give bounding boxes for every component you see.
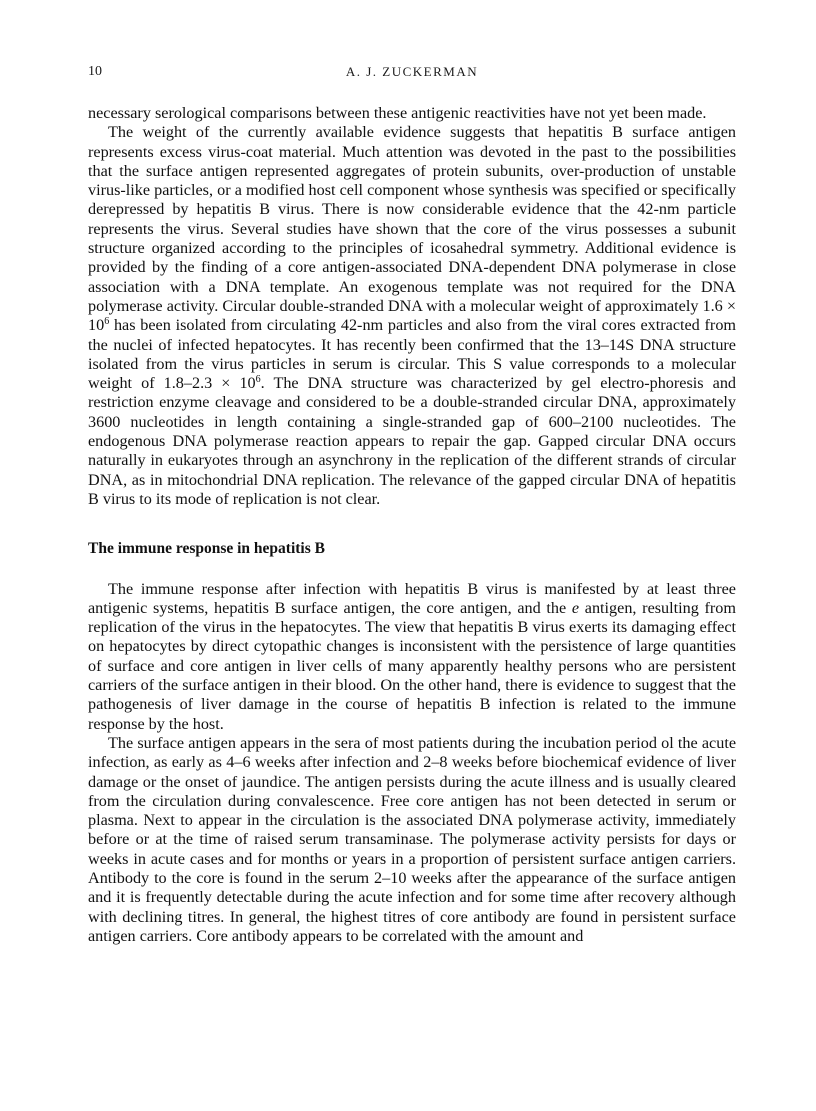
paragraph-text: antigen, resulting from replication of the virus in the hepatocytes. The view that hepatitis B virus exerts its damaging effect on hepatocytes by direct cytopathic changes is inconsistent with the persistence of large quantities of surface and core antigen in liver cells of many apparently healthy persons who are persistent carriers of the surface antigen in their blood. On the other hand, there is evidence to suggest that the pathogenesis of liver damage in the course of hepatitis B infection is related to the immune response by the host. (88, 598, 736, 733)
paragraph-text: has been isolated from circulating 42-nm particles and also from the viral cores extracted from the nuclei of infected hepatocytes. It has recently been confirmed that the 13–14S DNA structure isolated from the virus particles in serum is circular. This S value corresponds to a molecular weight of 1.8–2.3 × 10 (88, 316, 736, 393)
paragraph-surface-antigen: The surface antigen appears in the sera of most patients during the incubation period ol the acute infection, as early as 4–6 weeks after infection and 2–8 weeks before biochemicaf evidence of liver damage or the onset of jaundice. The antigen persists during the acute illness and is usually cleared from the circulation during convalescence. Free core antigen has not been detected in serum or plasma. Next to appear in the circulation is the associated DNA polymerase activity, immediately before or at the time of raised serum transaminase. The polymerase activity persists for days or weeks in acute cases and for months or years in a proportion of persistent surface antigen carriers. Antibody to the core is found in the serum 2–10 weeks after the appearance of the surface antigen and it is frequently detectable during the acute infection and for some time after recovery although with declining titres. In general, the highest titres of core antibody are found in persistent surface antigen carriers. Core antibody appears to be correlated with the amount and (88, 733, 736, 945)
paragraph-continued: necessary serological comparisons between these antigenic reactivities have not yet been made. (88, 104, 707, 122)
page-header (88, 64, 736, 86)
italic-term: e (571, 598, 580, 617)
paragraph-text: The weight of the currently available evidence suggests that hepatitis B surface antigen represents excess virus-coat material. Much attention was devoted in the past to the possibilities that the surface antigen represented aggregates of protein subunits, over-production of unstable virus-like particles, or a modified host cell component whose synthesis was specified or specifically derepressed by hepatitis B virus. There is now considerable evidence that the 42-nm particle represents the virus. Several studies have shown that the core of the virus possesses a subunit structure organized according to the principles of icosahedral symmetry. Additional evidence is provided by the finding of a core antigen-associated DNA-dependent DNA polymerase in close association with a DNA template. An exogenous template was not required for the DNA polymerase activity. Circular double-stranded DNA with a molecular weight of approximately 1.6 × 10 (88, 123, 736, 335)
paragraph-virus-structure (88, 123, 736, 509)
running-head: A. J. ZUCKERMAN (345, 64, 479, 79)
exponent: 6 (255, 374, 261, 386)
section-heading: The immune response in hepatitis B (88, 540, 325, 558)
paragraph-text: The immune response after infection with hepatitis B virus is manifested by at least three antigenic systems, hepatitis B surface antigen, the core antigen, and the (88, 579, 736, 617)
paragraph-text: . The DNA structure was characterized by gel electro-phoresis and restriction enzyme cleavage and considered to be a double-stranded circular DNA, approximately 3600 nucleotides in length containing a single-stranded gap of 600–2100 nucleotides. The endogenous DNA polymerase reaction appears to repair the gap. Gapped circular DNA occurs naturally in eukaryotes through an asynchrony in the replication of the different strands of circular DNA, as in mitochondrial DNA replication. The relevance of the gapped circular DNA of hepatitis B virus to its mode of replication is not clear. (88, 374, 737, 508)
page-number: 10 (88, 64, 102, 79)
exponent: 6 (104, 316, 110, 328)
paragraph-immune-response (88, 580, 736, 734)
article-body (88, 104, 736, 946)
